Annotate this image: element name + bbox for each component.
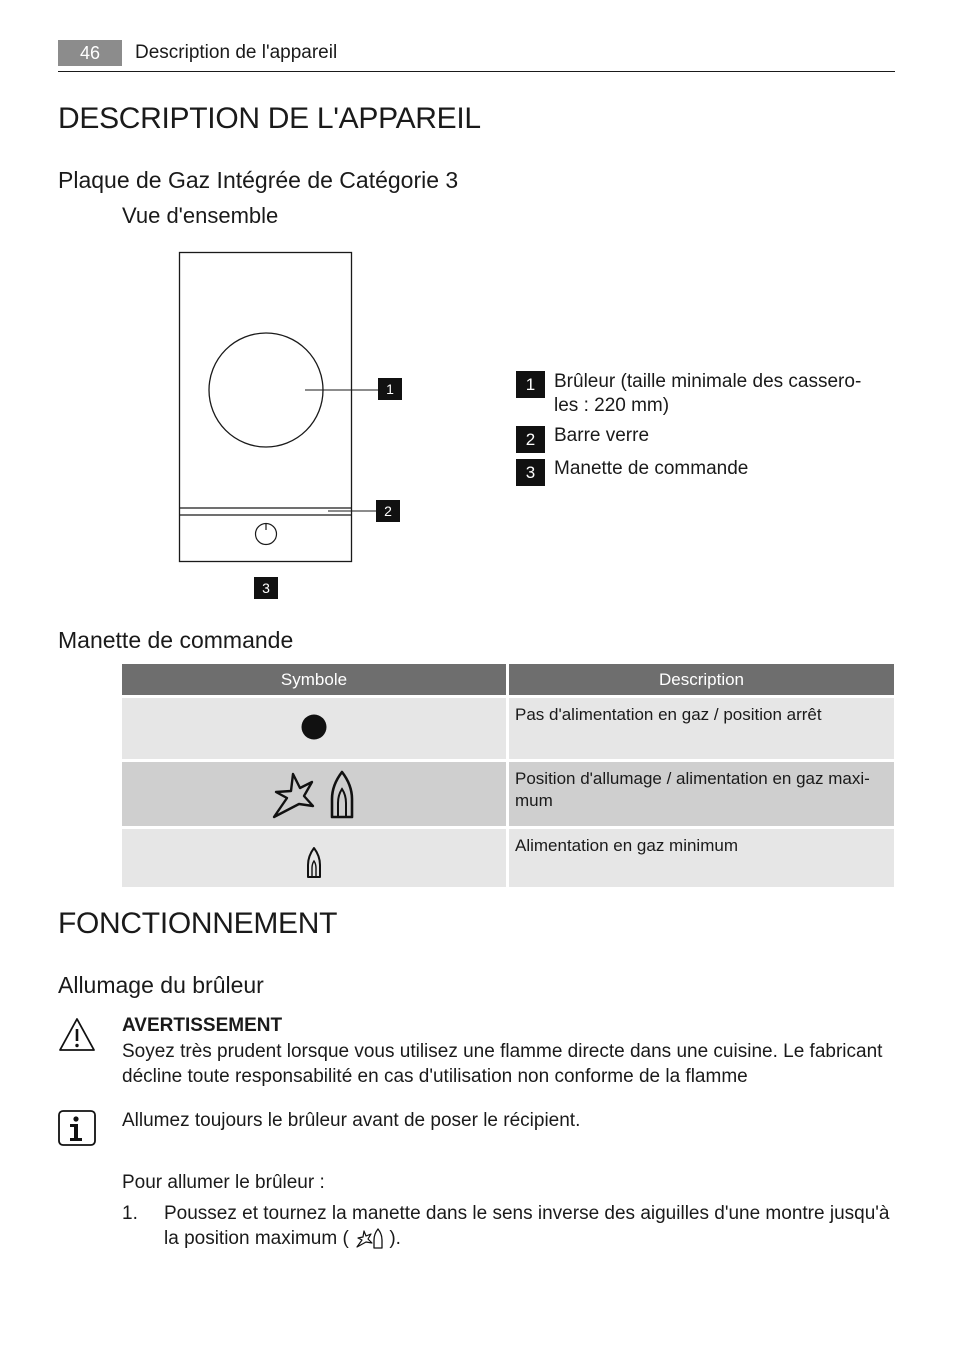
step-1-line2 bbox=[164, 1226, 889, 1251]
control-knob-title: Manette de commande bbox=[58, 627, 294, 653]
section-title-operation: FONCTIONNEMENT bbox=[58, 907, 338, 940]
description-cell bbox=[509, 826, 894, 887]
symbol-cell bbox=[122, 695, 509, 759]
section-title-description: DESCRIPTION DE L'APPAREIL bbox=[58, 102, 481, 135]
subsection-title-hob: Plaque de Gaz Intégrée de Catégorie 3 bbox=[58, 167, 459, 193]
legend-text-1 bbox=[554, 370, 861, 418]
ignition-intro: Pour allumer le brûleur : bbox=[122, 1172, 325, 1193]
spark-and-large-flame-icon bbox=[264, 762, 364, 820]
callout-label-2: 2 bbox=[384, 503, 392, 519]
spark-icon bbox=[274, 774, 313, 817]
step-1-line2-end: ). bbox=[389, 1228, 401, 1249]
warning-triangle-icon bbox=[57, 1016, 97, 1054]
hob-diagram bbox=[170, 245, 420, 605]
legend-number-3: 3 bbox=[516, 459, 545, 486]
header-rule bbox=[58, 71, 895, 72]
description-text-line1: Position d'allumage / alimentation en gaz maxi- bbox=[515, 769, 870, 788]
info-icon bbox=[58, 1110, 96, 1146]
table-row bbox=[122, 695, 894, 759]
large-flame-inner bbox=[338, 789, 346, 816]
legend-text-1-line2: les : 220 mm) bbox=[554, 395, 670, 416]
symbol-cell bbox=[122, 759, 509, 826]
callout-label-1: 1 bbox=[386, 381, 394, 397]
step-1-text bbox=[164, 1201, 889, 1251]
legend-text-3: Manette de commande bbox=[554, 458, 749, 479]
overview-title: Vue d'ensemble bbox=[122, 203, 279, 228]
warning-text-line1: Soyez très prudent lorsque vous utilisez une flamme directe dans une cuisine. Le fabricant bbox=[122, 1041, 883, 1062]
description-text-line2: mum bbox=[515, 791, 553, 810]
small-flame-icon bbox=[294, 829, 334, 881]
warning-text bbox=[122, 1039, 882, 1089]
description-text: Pas d'alimentation en gaz / position arrêt bbox=[515, 705, 822, 724]
step-number-1: 1. bbox=[122, 1203, 138, 1224]
column-header-symbol: Symbole bbox=[122, 664, 509, 695]
spark-and-flame-inline-icon bbox=[354, 1227, 384, 1249]
step-1-line2-start: la position maximum ( bbox=[164, 1228, 349, 1249]
legend-text-2: Barre verre bbox=[554, 425, 650, 446]
callout-label-3: 3 bbox=[262, 580, 270, 596]
subsection-title-ignition: Allumage du brûleur bbox=[58, 972, 264, 998]
legend-text-1-line1: Brûleur (taille minimale des cassero- bbox=[554, 371, 862, 392]
description-text: Alimentation en gaz minimum bbox=[515, 836, 738, 855]
running-title: Description de l'appareil bbox=[135, 42, 338, 63]
info-text: Allumez toujours le brûleur avant de poser le récipient. bbox=[122, 1110, 581, 1131]
column-header-description: Description bbox=[509, 664, 894, 695]
table-row bbox=[122, 826, 894, 887]
warning-title: AVERTISSEMENT bbox=[122, 1015, 283, 1036]
symbol-cell bbox=[122, 826, 509, 887]
page-number: 46 bbox=[58, 40, 122, 66]
legend-number-1: 1 bbox=[516, 371, 545, 398]
step-1-line1: Poussez et tournez la manette dans le sens inverse des aiguilles d'une montre jusqu'à bbox=[164, 1203, 890, 1224]
description-cell bbox=[509, 695, 894, 759]
table-row bbox=[122, 759, 894, 826]
legend-number-2: 2 bbox=[516, 426, 545, 453]
warning-text-line2: décline toute responsabilité en cas d'utilisation non conforme de la flamme bbox=[122, 1066, 748, 1087]
description-cell bbox=[509, 759, 894, 826]
filled-circle-icon bbox=[294, 698, 334, 753]
control-symbol-table bbox=[122, 664, 894, 887]
large-flame-icon bbox=[332, 772, 352, 817]
